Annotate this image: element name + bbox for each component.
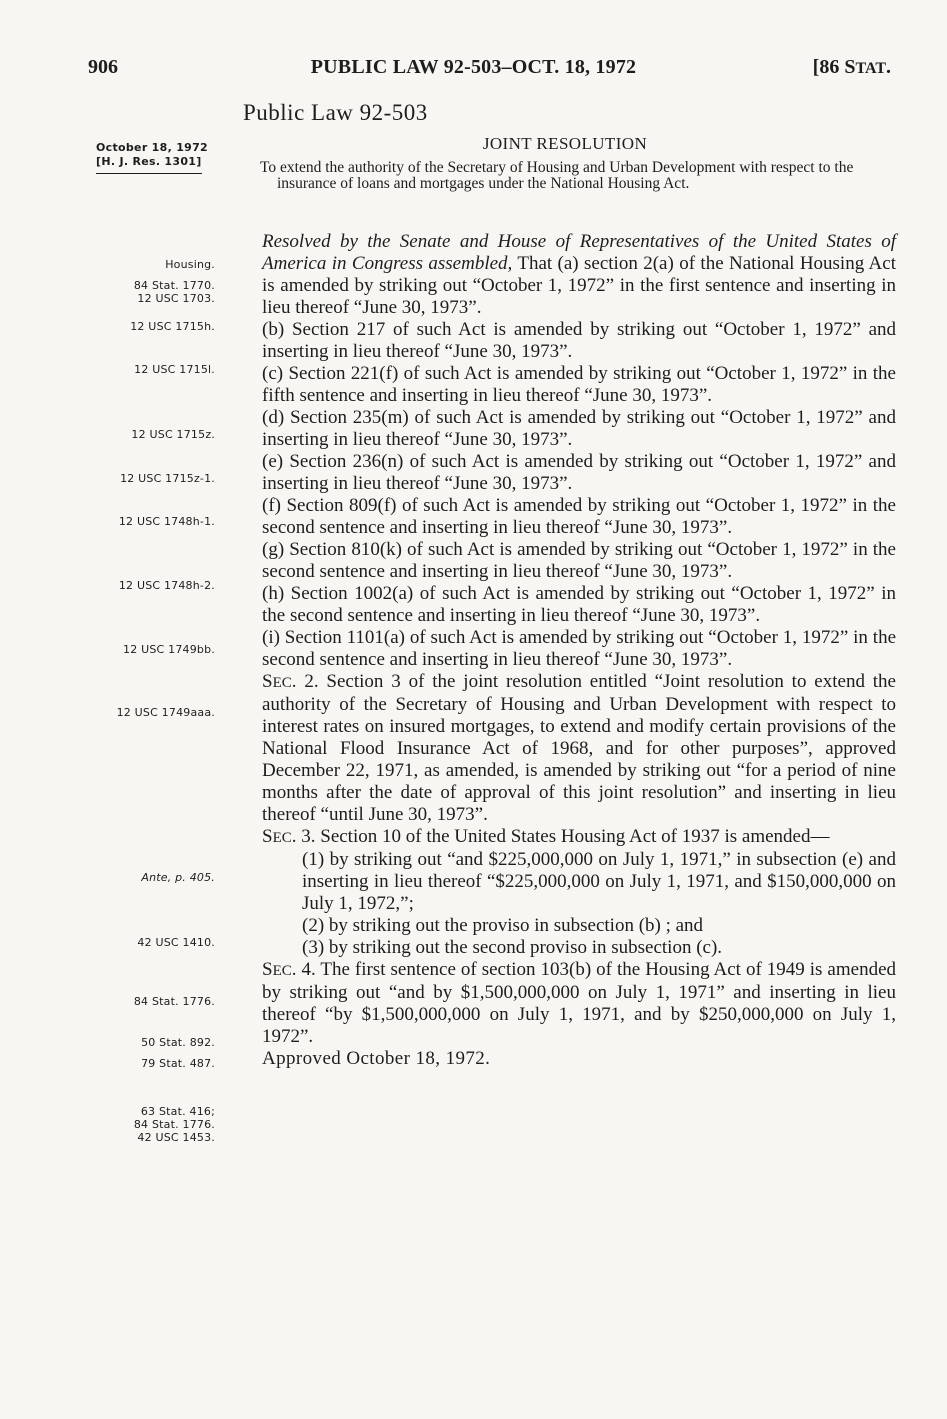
section-3-item-3: (3) by striking out the second proviso in subsection (c). — [302, 937, 723, 958]
enactment-date: October 18, 1972 — [96, 141, 209, 154]
marginal-notes — [0, 0, 230, 1419]
marginal-note: Ante, p. 405. — [141, 871, 215, 884]
marginal-note: 12 USC 1715h. — [130, 320, 215, 333]
section-2-label: S — [262, 671, 273, 692]
marginal-note: Housing. — [165, 258, 215, 271]
marginal-note: 84 Stat. 1776. — [133, 1118, 215, 1131]
joint-resolution-heading: JOINT RESOLUTION — [482, 134, 648, 153]
section-4-text: . 4. The first sentence of section 103(b) of the Housing Act of 1949 is amended by striking out “and by $1,500,000,000 on July 1, 1971” and inserting in lieu thereof “by $1,500,000,000 on July 1, 1971, and by $250,000,000 on July 1, 1972”. — [262, 959, 896, 1047]
enacting-clause-italic: Resolved by the Senate and House of Representatives of the United States of America in Congress assembled, — [262, 231, 896, 274]
paragraph-c: (c) Section 221(f) of such Act is amended by striking out “October 1, 1972” in the fifth sentence and inserting in lieu thereof “June 30, 1973”. — [262, 363, 896, 406]
section-2-text: . 2. Section 3 of the joint resolution entitled “Joint resolution to extend the authority of the Secretary of Housing and Urban Development with respect to interest rates on insured mortgages, to extend and modify certain provisions of the National Flood Insurance Act of 1968, and for other purposes”, approved December 22, 1971, as amended, is amended by striking out “for a period of nine months after the date of approval of this joint resolution” and inserting in lieu thereof “until June 30, 1973”. — [262, 671, 896, 825]
marginal-note: 12 USC 1715z-1. — [120, 472, 215, 485]
section-3-item-2: (2) by striking out the proviso in subsection (b) ; and — [302, 915, 704, 936]
statute-volume — [813, 56, 891, 79]
marginal-note: 79 Stat. 487. — [141, 1057, 215, 1070]
section-3-label: S — [262, 826, 273, 847]
paragraph-i: (i) Section 1101(a) of such Act is amended by striking out “October 1, 1972” in the second sentence and inserting in lieu thereof “June 30, 1973”. — [262, 627, 896, 670]
paragraph-g: (g) Section 810(k) of such Act is amended by striking out “October 1, 1972” in the second sentence and inserting in lieu thereof “June 30, 1973”. — [262, 539, 896, 582]
resolution-number: [H. J. Res. 1301] — [96, 155, 202, 174]
section-4-label-small: EC — [272, 963, 292, 979]
marginal-note: 12 USC 1748h-2. — [118, 579, 215, 592]
marginal-note: 63 Stat. 416; — [140, 1105, 215, 1118]
section-3 — [262, 826, 896, 849]
marginal-note: 12 USC 1749aaa. — [116, 706, 215, 719]
resolution-description: To extend the authority of the Secretary of Housing and Urban Development with respect to the insurance of loans and mortgages under the National Housing Act. — [260, 159, 854, 192]
running-head-title: PUBLIC LAW 92-503–OCT. 18, 1972 — [310, 56, 637, 78]
marginal-note: 42 USC 1410. — [137, 936, 215, 949]
law-title: Public Law 92-503 — [243, 100, 428, 125]
page-number: 906 — [88, 56, 118, 78]
paragraph-b: (b) Section 217 of such Act is amended by striking out “October 1, 1972” and inserting in lieu thereof “June 30, 1973”. — [262, 319, 896, 362]
section-4 — [262, 959, 896, 1048]
marginal-note: 42 USC 1453. — [137, 1131, 215, 1144]
section-4-label: S — [262, 959, 273, 980]
stat-open: [86 S — [812, 56, 856, 78]
paragraph-f: (f) Section 809(f) of such Act is amended by striking out “October 1, 1972” in the second sentence and inserting in lieu thereof “June 30, 1973”. — [262, 495, 896, 538]
marginal-note: 84 Stat. 1776. — [133, 995, 215, 1008]
enacting-clause-text: That (a) section 2(a) of the National Housing Act is amended by striking out “October 1, 1972” in the first sentence and inserting in lieu thereof “June 30, 1973”. — [262, 253, 896, 318]
section-2-label-small: EC — [272, 675, 292, 691]
section-3-text: . 3. Section 10 of the United States Housing Act of 1937 is amended— — [291, 826, 830, 847]
marginal-note: 12 USC 1748h-1. — [118, 515, 215, 528]
stat-small: TAT — [855, 60, 886, 77]
section-2 — [262, 671, 896, 826]
enacting-clause — [262, 231, 896, 319]
section-3-item-1: (1) by striking out “and $225,000,000 on July 1, 1971,” in subsection (e) and inserting in lieu thereof “$225,000,000 on July 1, 1971, and $150,000,000 on July 1, 1972,”; — [302, 849, 896, 914]
resolution-body — [262, 231, 896, 1070]
marginal-note: 12 USC 1749bb. — [123, 643, 215, 656]
section-3-label-small: EC — [272, 830, 292, 846]
marginal-note: 12 USC 1715z. — [131, 428, 215, 441]
marginal-note: 12 USC 1715l. — [134, 363, 215, 376]
paragraph-e: (e) Section 236(n) of such Act is amended by striking out “October 1, 1972” and inserting in lieu thereof “June 30, 1973”. — [262, 451, 896, 494]
marginal-note: 84 Stat. 1770. — [133, 279, 215, 292]
stat-close: . — [886, 56, 891, 78]
approval-date: Approved October 18, 1972. — [262, 1048, 491, 1069]
marginal-note: 12 USC 1703. — [137, 292, 215, 305]
paragraph-h: (h) Section 1002(a) of such Act is amended by striking out “October 1, 1972” in the second sentence and inserting in lieu thereof “June 30, 1973”. — [262, 583, 896, 626]
marginal-note: 50 Stat. 892. — [141, 1036, 215, 1049]
paragraph-d: (d) Section 235(m) of such Act is amended by striking out “October 1, 1972” and inserting in lieu thereof “June 30, 1973”. — [262, 407, 896, 450]
